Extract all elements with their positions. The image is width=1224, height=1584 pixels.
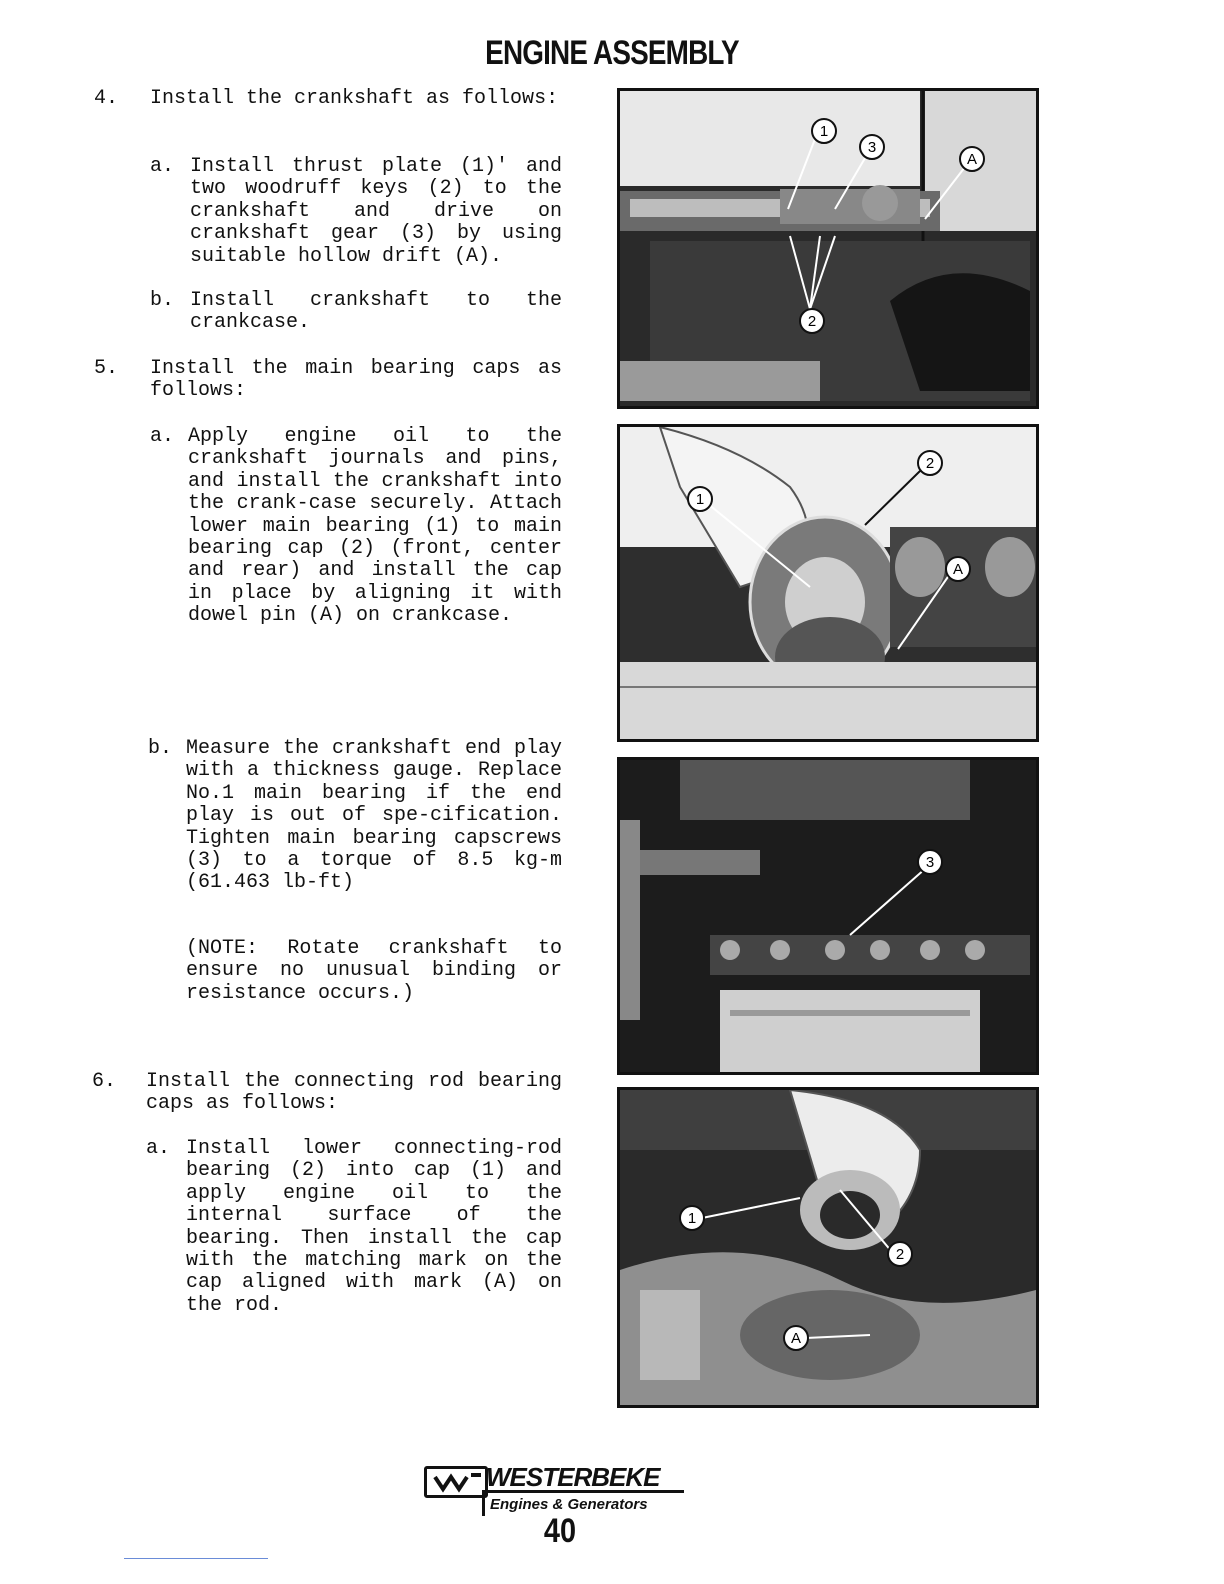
callout-1: [812, 119, 836, 143]
callout-3: [860, 135, 884, 159]
callout-1: [680, 1206, 704, 1230]
logo-mark: [424, 1466, 488, 1498]
substep-label: a.: [150, 155, 175, 178]
step-4a: [150, 156, 564, 276]
figure-crankshaft-gear: [617, 88, 1039, 409]
step-6: [92, 1071, 564, 1121]
page-title: ENGINE ASSEMBLY: [485, 34, 739, 72]
svg-text:A: A: [952, 561, 964, 578]
svg-text:2: 2: [895, 1246, 905, 1263]
brand-tagline: Engines & Generators: [490, 1496, 648, 1513]
step-4b: [150, 290, 564, 340]
figure-main-bearing-cap: [617, 424, 1039, 742]
svg-text:3: 3: [867, 139, 877, 156]
substep-label: b.: [148, 737, 173, 760]
svg-text:2: 2: [807, 313, 817, 330]
svg-text:1: 1: [695, 491, 705, 508]
step-number: 4.: [94, 87, 119, 110]
substep-label: a.: [150, 425, 175, 448]
brand-name: WESTERBEKE: [486, 1462, 660, 1492]
svg-text:1: 1: [819, 123, 829, 140]
substep-text: Install thrust plate (1)' and two woodruff keys (2) to the crankshaft and drive on crankshaft gear (3) by using suitable hollow drift (A).: [190, 155, 562, 268]
step-number: 5.: [94, 357, 119, 380]
svg-text:3: 3: [925, 854, 935, 871]
step-4: [94, 88, 564, 138]
step-5b: [148, 738, 564, 918]
svg-text:1: 1: [687, 1210, 697, 1227]
figure-bearing-capscrews: [617, 757, 1039, 1075]
step-text: Install the crankshaft as follows:: [150, 87, 559, 110]
svg-text:2: 2: [925, 455, 935, 472]
substep-text: Apply engine oil to the crankshaft journals and pins, and install the crankshaft into the crank-case securely. Attach lower main bearing (1) to main bearing cap (2) (front, center and rear) and install the cap in place by aligning it with dowel pin (A) on crankcase.: [188, 425, 562, 628]
callout-a: [784, 1326, 808, 1350]
step-5: [94, 358, 564, 408]
note-text: (NOTE: Rotate crankshaft to ensure no unusual binding or resistance occurs.): [186, 937, 562, 1005]
substep-label: b.: [150, 289, 175, 312]
svg-text:A: A: [966, 151, 978, 168]
substep-label: a.: [146, 1137, 171, 1160]
step-5-note: [186, 938, 564, 1008]
callout-2: [888, 1242, 912, 1266]
step-5a: [150, 426, 564, 676]
callout-3: [918, 850, 942, 874]
callout-a: [946, 557, 970, 581]
callout-1: [688, 487, 712, 511]
figure-connecting-rod-cap: [617, 1087, 1039, 1408]
svg-text:A: A: [790, 1330, 802, 1347]
callout-a: [960, 147, 984, 171]
step-6a: [146, 1138, 564, 1328]
substep-text: Install lower connecting-rod bearing (2) into cap (1) and apply engine oil to the internal surface of the bearing. Then install the cap with the matching mark on the cap aligned with mark (A) on the rod.: [186, 1137, 562, 1317]
callout-2: [918, 451, 942, 475]
substep-text: Measure the crankshaft end play with a thickness gauge. Replace No.1 main bearing if the end play is out of spe-cification. Tighten main bearing capscrews (3) to a torque of 8.5 kg-m (61.463 lb-ft): [186, 737, 562, 895]
step-text: Install the connecting rod bearing caps as follows:: [146, 1070, 562, 1116]
substep-text: Install crankshaft to the crankcase.: [190, 289, 562, 335]
step-text: Install the main bearing caps as follows:: [150, 357, 562, 403]
step-number: 6.: [92, 1070, 117, 1093]
callout-2: [800, 309, 824, 333]
page-number: 40: [543, 1512, 577, 1550]
divider: [124, 1558, 268, 1559]
